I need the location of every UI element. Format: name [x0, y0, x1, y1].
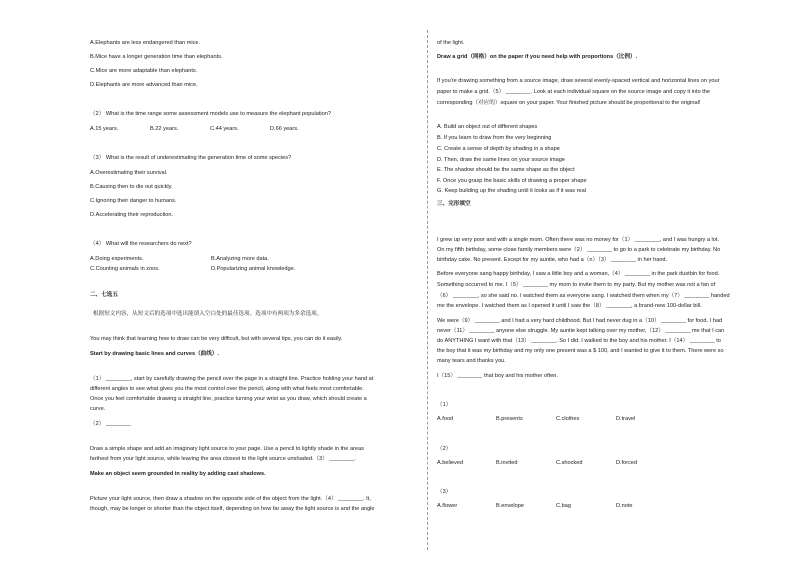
passage-intro: You may think that learning how to draw can be very difficult, but with several tips, you can do it easily.	[90, 336, 343, 342]
cloze-q3-option-b: B.envelope	[496, 503, 524, 509]
para1-line1: （1） ________, start by carefully drawing the pencil over the page in a straight line. Practice holding your hand at	[90, 376, 374, 382]
column-divider	[427, 30, 428, 550]
cloze-q1-option-c: C.clothes	[556, 416, 580, 422]
cloze-q2-option-b: B.invited	[496, 460, 518, 466]
cloze-line-13: the boy that it was my birthday and my only one present was a $ 100, and I wanted to give it to them. There were so	[437, 348, 724, 354]
q1-option-a: A.Elephants are less endangered than mice.	[90, 40, 201, 46]
q4-option-d: D.Popularizing animal knowledge.	[211, 266, 296, 272]
cloze-q2-option-a: A.believed	[437, 460, 464, 466]
cloze-q2-option-d: D.forced	[616, 460, 638, 466]
cloze-q3-option-a: A.flower	[437, 503, 458, 509]
option-d: D. Then, draw the same lines on your source image	[437, 157, 565, 163]
q4-stem: （4） What will the researchers do next?	[90, 241, 192, 247]
q4-option-a: A.Doing experiments.	[90, 256, 144, 262]
cloze-q1-option-a: A.food	[437, 416, 454, 422]
cloze-q3-option-d: D.note	[616, 503, 633, 509]
cloze-q1-option-b: B.presents	[496, 416, 523, 422]
q2-stem: （2） What is the time range some assessment models use to measure the elephant population?	[90, 111, 331, 117]
para3-line2: though, may be longer or shorter than the object itself, depending on how far away the light source is and the angle	[90, 506, 375, 512]
cloze-line-16: I（15） ________ that boy and his mother often.	[437, 373, 558, 379]
q2-option-c: C.44 years.	[210, 126, 239, 132]
section-instruction: 根据短文内容，从短文后的选项中选出能填入空白处的最佳选项。选项中有两项为多余选项。	[93, 311, 323, 317]
para3-line1: Picture your light source, then draw a shadow on the opposite side of the object from the light.（4） ________. It,	[90, 496, 371, 502]
q3-option-d: D.Accelerating their reproduction.	[90, 212, 174, 218]
passage-heading-1: Start by drawing basic lines and curves（曲线）.	[90, 351, 220, 357]
cloze-q1-number: （1）	[437, 402, 452, 408]
para4-line3: corresponding（对应的）square on your paper. Your finished picture should be proportional to the original!	[437, 100, 701, 106]
para2-line2: farthest from your light source, while leaving the area closest to the light source unshaded.（3） ________.	[90, 456, 356, 462]
para4-line1: If you're drawing something from a source image, draw several evenly-spaced vertical and horizontal lines on your	[437, 78, 720, 84]
cloze-line-8: me the envelope. I watched them as I opened it until I saw the（8） ________, a brand-new 100-dollar bill.	[437, 303, 702, 309]
cloze-q2-number: （2）	[437, 446, 452, 452]
q2-option-b: B.22 years.	[150, 126, 179, 132]
cloze-q3-number: （3）	[437, 489, 452, 495]
option-b: B. If you learn to draw from the very beginning	[437, 135, 552, 141]
q4-option-c: C.Counting animals in zoos.	[90, 266, 160, 272]
cloze-line-11: never（11） ________ anyone else struggle. My auntie kept talking over my mother,（12） ________ me that I can	[437, 328, 725, 334]
q4-option-b: B.Analyzing more data.	[211, 256, 269, 262]
cloze-line-10: We were（9） ________ and I had a very hard childhood. But I had never dug in a（10） ________ for food. I had	[437, 318, 723, 324]
q3-stem: （3） What is the result of underestimating the generation time of some species?	[90, 155, 292, 161]
q2-option-d: D.66 years.	[270, 126, 299, 132]
q3-option-a: A.Overestimating their survival.	[90, 170, 168, 176]
para1-line4: curve.	[90, 406, 106, 412]
cloze-line-1: I grew up very poor and with a single mom. Often there was no money for（1） ________, and I was hungry a lot.	[437, 237, 720, 243]
para2-line1: Draw a simple shape and add an imaginary light source to your page. Use a pencil to lightly shade in the areas	[90, 446, 364, 452]
para4-line2: paper to make a grid.（5） ________. Look at each individual square on the source image and copy it into the	[437, 89, 711, 95]
cloze-line-12: do ANYTHING I want with that（13） ________. So I did. I walked to the boy and his mother. I（14） ________ to	[437, 338, 721, 344]
section-heading-seven-choose-five: 二、七选五	[90, 292, 118, 298]
para-continuation: of the light.	[437, 40, 465, 46]
q1-option-b: B.Mice have a longer generation time than elephants.	[90, 54, 223, 60]
cloze-line-14: many tears and thanks you.	[437, 358, 506, 364]
section-heading-cloze: 三、完形填空	[437, 201, 471, 207]
cloze-line-6: Something occurred to me. I（5） ________ my mom to invite them to my party. But my mother was not a fan of	[437, 282, 716, 288]
q1-option-d: D.Elephants are more advanced than mice.	[90, 82, 198, 88]
cloze-line-7: （6） ________, so she said no. I watched them as everyone sang. I watched them when my（7） ________ handed	[437, 293, 730, 299]
para1-line2: different angles to see what gives you the most control over the pencil, along with what feels most comfortable.	[90, 386, 364, 392]
cloze-q1-option-d: D.travel	[616, 416, 636, 422]
blank-2: （2） ________	[90, 421, 131, 427]
cloze-line-5: Before everyone sang happy birthday, I saw a little boy and a woman,（4） ________ in the park dustbin for food.	[437, 271, 720, 277]
cloze-q2-option-c: C.shocked	[556, 460, 583, 466]
q2-option-a: A.15 years.	[90, 126, 119, 132]
cloze-line-2: On my fifth birthday, some close family members were（2） ________ to go to a park to celebrate my birthday. No	[437, 247, 721, 253]
option-a: A. Build an object out of different shapes	[437, 124, 538, 130]
passage-heading-2: Make an object seem grounded in reality by adding cast shadows.	[90, 471, 266, 477]
cloze-q3-option-c: C.bag	[556, 503, 571, 509]
q3-option-b: B.Causing then to die out quickly.	[90, 184, 173, 190]
q3-option-c: C.Ignoring their danger to humans.	[90, 198, 177, 204]
cloze-line-3: birthday cake. No present. Except for my auntie, who had a（n）（3） ________ in her hand.	[437, 257, 668, 263]
option-f: F. Once you grasp the basic skills of drawing a proper shape	[437, 178, 587, 184]
option-c: C. Create a sense of depth by shading in a shape	[437, 146, 560, 152]
option-g: G. Keep building up the shading until it looks as if it was real	[437, 188, 586, 194]
q1-option-c: C.Mice are more adaptable than elephants.	[90, 68, 198, 74]
option-e: E. The shadow should be the same shape as the object	[437, 167, 575, 173]
para1-line3: Once you feel comfortable drawing a straight line, practice turning your wrist as you draw, which should create a	[90, 396, 367, 402]
passage-heading-3: Draw a grid（网格）on the paper if you need help with proportions（比例）.	[437, 54, 638, 60]
